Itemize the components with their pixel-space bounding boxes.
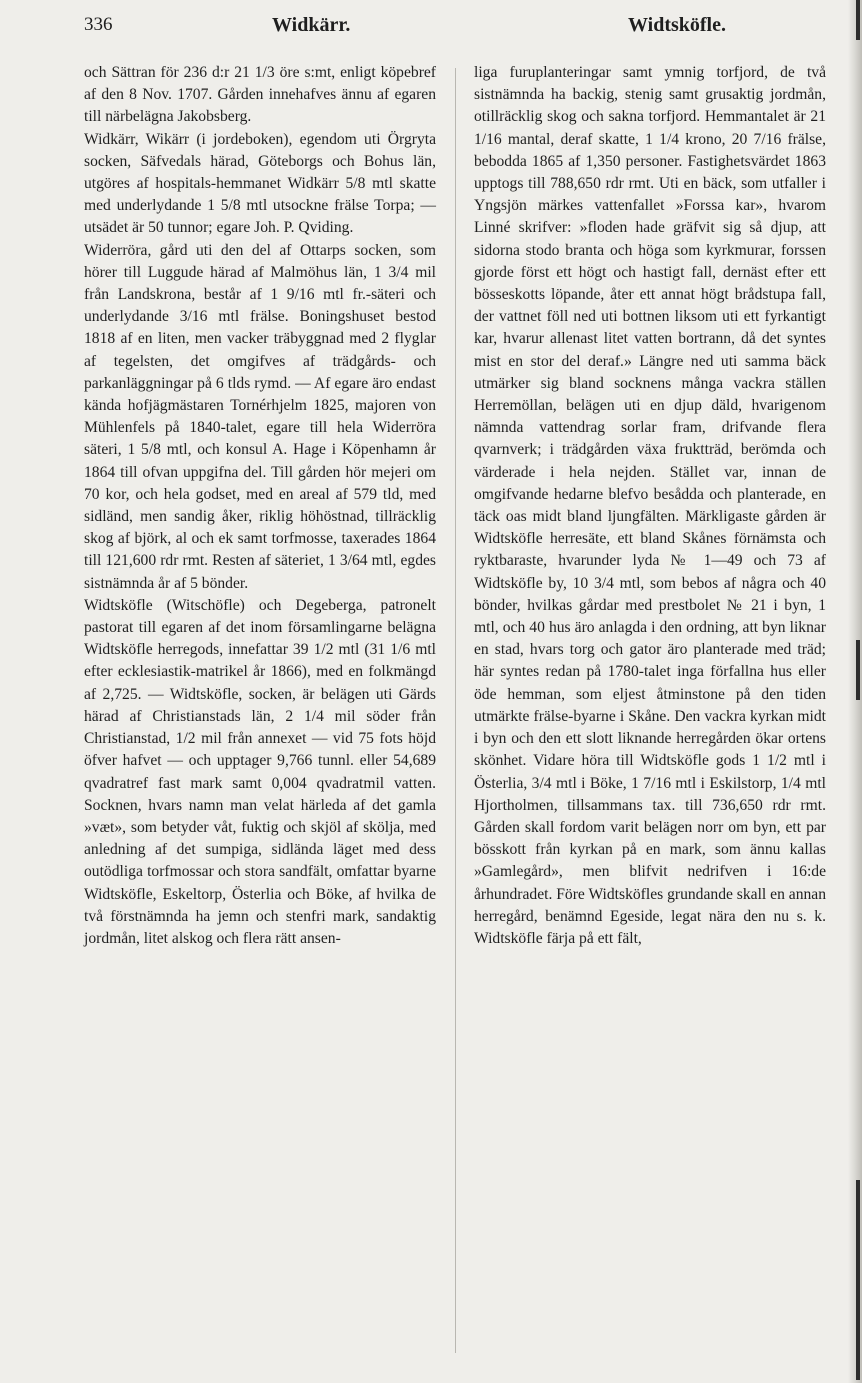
entry-widtskofle: Widtsköfle (Witschöfle) och Degeberga, patronelt pastorat till egaren af det inom församlingarne belägna Widtsköfle herregods, innefattar 39 1/2 mtl (31 1/6 mtl efter ecklesiastik-matrikel år 1866), med en folkmängd af 2,725. — Widtsköfle, socken, är belägen uti Gärds härad af Christianstads län, 2 1/4 mil söder från Christianstad, 1/2 mil från annexet — vid 75 fots höjd öfver hafvet — och upptager 9,766 tunnl. eller 54,689 qvadratref fast mark samt 0,004 qvadratmil vatten. Socknen, hvars namn man velat härleda af det gamla »væt», som betyder våt, fuktig och skjöl af skölja, med anledning af det sumpiga, sidlända läget med dess outödliga torfmossar och stora sandfält, omfattar byarne Widtsköfle, Eskeltorp, Österlia och Böke, af hvilka de två förstnämnda ha jemn och stenfri mark, sandaktig jordmån, litet alskog och flera rätt ansen- bbox=[84, 596, 436, 947]
right-text-column bbox=[474, 62, 826, 950]
running-header bbox=[84, 14, 844, 54]
entry-widkarr: Widkärr, Wikärr (i jordeboken), egendom uti Örgryta socken, Säfvedals härad, Göteborgs och Bohus län, utgöres af hospitals-hemmanet Widkärr 5/8 mtl skatte med underlydande 1 5/8 mtl utsockne frälse Torpa; — utsädet är 50 tunnor; egare Joh. P. Qviding. bbox=[84, 130, 436, 237]
left-text-column bbox=[84, 62, 436, 950]
right-running-title: Widtsköfle. bbox=[628, 14, 726, 36]
page-edge-shadow bbox=[848, 0, 862, 1383]
edge-mark bbox=[856, 640, 860, 700]
entry-widtskofle-continued: liga furuplanteringar samt ymnig torfjord, de två sistnämnda ha backig, stenig samt grusaktig jordmån, otillräcklig skog och sakna torfjord. Hemmantalet är 21 1/16 mantal, deraf skatte, 1 1/4 krono, 20 7/16 frälse, bebodda 1865 af 1,350 personer. Fastighetsvärdet 1863 upptogs till 788,650 rdr rmt. Uti en bäck, som utfaller i Yngsjön märkes vattenfallet »Forssa kar», hvarom Linné skrifver: »floden hade gräfvit sig så djup, att sidorna stodo branta och höga som kyrkmurar, forssen gjorde först ett högt och hastigt fall, dernäst efter ett bösseskotts löpande, åter ett annat högt brådstupa fall, der vattnet föll ned uti bottnen liksom uti ett fyrkantigt kar, hvarur allenast litet vatten bortrann, då det syntes mist en stor del deraf.» Längre ned uti samma bäck utmärker sig bland socknens många vackra ställen Herremöllan, belägen uti en djup däld, hvarigenom nämnda vattendrag sorlar fram, drifvande flera qvarnverk; i trädgården växa fruktträd, berömda och värderade i hela nejden. Stället var, innan de omgifvande hedarne blefvo besådda och planterade, en täck oas midt bland ljungfälten. Märkligaste gården är Widtsköfle herresäte, ett bland Skånes förnämsta och ryktbaraste, hvarunder lyda № 1—49 och 73 af Widtsköfle by, 10 3/4 mtl, som bebos af några och 40 bönder, hvilkas gårdar med prestbolet № 21 i byn, 1 mtl, och 40 hus äro anlagda i den ordning, att byn liknar en stad, hvars torg och gator äro planterade med träd; här syntes redan på 1780-talet inga förfallna hus eller öde hemman, som eljest åtminstone på den tiden utmärkte frälse-byarne i Skåne. Den vackra kyrkan midt i byn och den ett slott liknande herregården ökar ortens skönhet. Vidare höra till Widtsköfle gods 1 1/2 mtl i Österlia, 3/4 mtl i Böke, 1 7/16 mtl i Eskilstorp, 1/4 mtl Hjortholmen, tillsammans tax. till 736,650 rdr rmt. Gården skall fordom varit belägen norr om byn, ett par bösskott från kyrkan på en mark, som ännu kallas »Gamlegård», men blifvit nedrifven i 16:de århundradet. Före Widtsköfles grundande skall en annan herregård, benämnd Egeside, legat nära den nu s. k. Widtsköfle färja på ett fält, bbox=[474, 64, 827, 947]
page-number: 336 bbox=[84, 14, 113, 35]
edge-mark bbox=[856, 0, 860, 40]
paragraph-sattran: och Sättran för 236 d:r 21 1/3 öre s:mt, enligt köpebref af den 8 Nov. 1707. Gården innehafves ännu af egaren till närbelägna Jakobsberg. bbox=[84, 64, 436, 126]
column-divider bbox=[455, 68, 456, 1353]
left-running-title: Widkärr. bbox=[272, 14, 351, 36]
entry-widerora: Widerröra, gård uti den del af Ottarps socken, som hörer till Luggude härad af Malmöhus län, 1 3/4 mil från Landskrona, består af 1 9/16 mtl fr.-säteri och underlydande 3/16 mtl frälse. Boningshuset bestod 1818 af en liten, men vacker träbyggnad med 2 flyglar af tegelsten, det omgifves af trädgårds- och parkanläggningar på 6 tlds rymd. — Af egare äro endast kända hofjägmästaren Tornérhjelm 1825, majoren von Mühlenfels på 1840-talet, egare till hela Widerröra säteri, 1 5/8 mtl, och konsul A. Hage i Köpenhamn år 1864 till ofvan uppgifna del. Till gården hör mejeri om 70 kor, och hela godset, med en areal af 579 tld, med sidländ, men sandig åker, riklig höhöstnad, tillräcklig skog af björk, al och ek samt torfmosse, taxerades 1864 till 121,600 rdr rmt. Resten af säteriet, 1 3/64 mtl, egdes sistnämnda år af 5 bönder. bbox=[84, 241, 436, 592]
edge-mark bbox=[856, 1180, 860, 1380]
